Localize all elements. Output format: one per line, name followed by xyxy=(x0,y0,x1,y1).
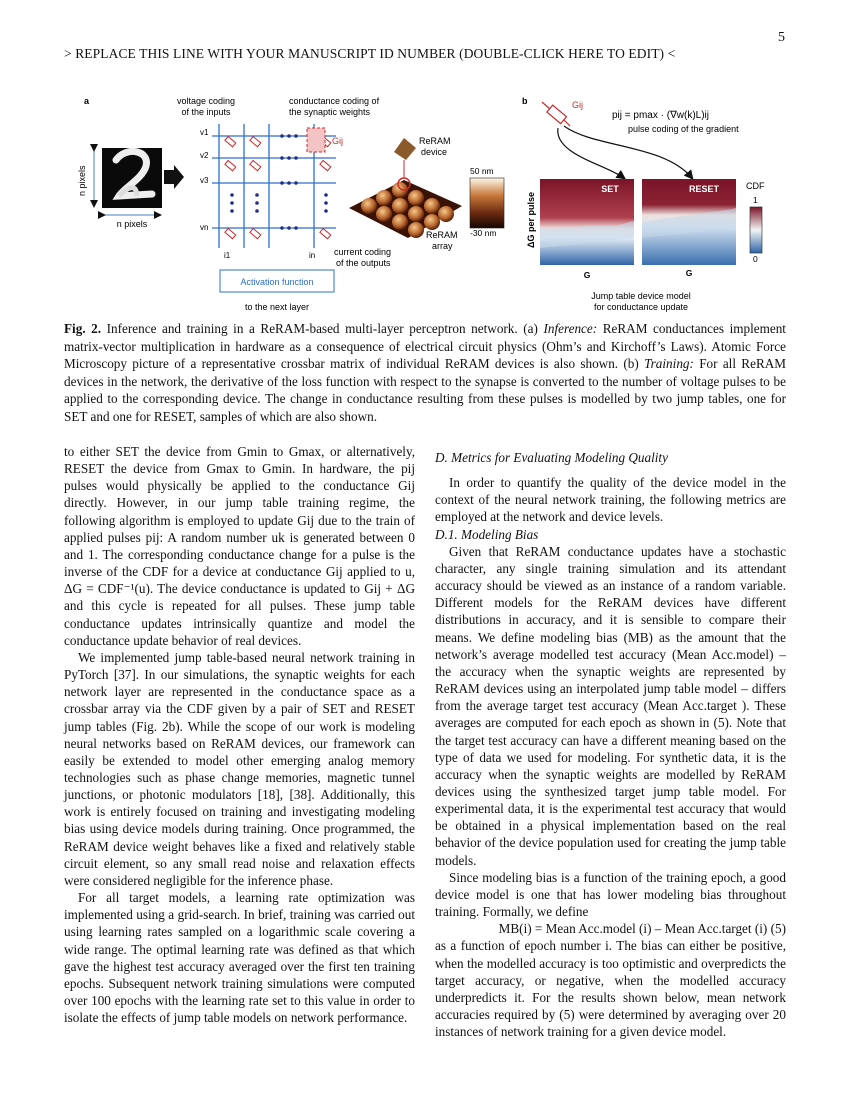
cdf-colorbar xyxy=(750,207,762,253)
v1-label: v1 xyxy=(200,128,209,137)
reram-array-2: array xyxy=(432,241,453,251)
right-paragraph-2: Given that ReRAM conductance updates have a stochastic character, any single training simulation and its attendant accuracy should be viewed as an instance of a random variable. Different models for the ReRAM devices have different distributions in accuracy, and it is sensible to compare their means. We define modeling bias (MB) as the amount that the network’s average modelled test accuracy (Mean Acc.model) – the accuracy when the synaptic weights are represented by ReRAM devices using an interpolated jump table model – differs from the average target test accuracy (Mean Acc.target ). These averages are computed for each epoch as shown in (5). Note that the target test accuracy can have a different meaning based on the type of data we used for modeling. For synthetic data, it is the accuracy when the synaptic weights are modelled by ReRAM devices using the synthesized target jump table model. For experimental data, it is the experimental test accuracy that would be obtained in a physical implementation based on the real behavior of the device population used for creating the jump table models. xyxy=(435,543,786,868)
right-paragraph-1: In order to quantify the quality of the device model in the context of the neural network training, the following metrics are employed at the network and device levels. xyxy=(435,475,786,525)
update-formula: pij = pmax · (∇w(k)L)ij xyxy=(612,110,709,121)
figure-2 xyxy=(64,88,786,320)
right-column xyxy=(435,443,786,1040)
jump-table-label-1: Jump table device model xyxy=(591,291,691,301)
voltage-title-2: of the inputs xyxy=(181,107,231,117)
xlabel-right: G xyxy=(685,268,693,278)
reram-device-2: device xyxy=(421,147,448,157)
section-heading: D. Metrics for Evaluating Modeling Quality xyxy=(435,450,668,465)
v2-label: v2 xyxy=(200,151,209,160)
reset-label: RESET xyxy=(688,184,720,194)
in-label: in xyxy=(309,251,316,260)
current-coding-1: current coding xyxy=(334,247,392,257)
panel-b-label: b xyxy=(522,96,528,106)
conductance-title-1: conductance coding of xyxy=(289,96,380,106)
panel-a-label: a xyxy=(84,96,90,106)
manuscript-header: > REPLACE THIS LINE WITH YOUR MANUSCRIPT ID NUMBER (DOUBLE-CLICK HERE TO EDIT) < xyxy=(64,46,676,61)
vn-label: vn xyxy=(200,223,209,232)
right-paragraph-3: Since modeling bias is a function of the training epoch, a good device model is one that has lower modeling bias throughout training. Formally, we define xyxy=(435,869,786,920)
digit-image xyxy=(102,148,162,208)
voltage-title-1: voltage coding xyxy=(176,96,236,106)
caption-label: Fig. 2. xyxy=(64,321,102,336)
conductance-title-2: the synaptic weights xyxy=(289,107,371,117)
caption-inference: Inference: xyxy=(543,321,598,336)
cdf-top: 1 xyxy=(753,195,758,205)
left-paragraph-3: For all target models, a learning rate optimization was implemented using a grid-search. In brief, training was carried out using learning rates sampled on a logarithmic scale covering a wide range. The optimal learning rate was defined as that which gave the highest test accuracy averaged over the first ten training epochs. Subsequent network training simulations were computed over 100 epochs with the learning rate set to this value in order to isolate the effects of jump table models on network performance. xyxy=(64,890,415,1026)
equation-5: MB(i) = Mean Acc.model (i) – Mean Acc.target (i) (5) xyxy=(498,921,786,937)
activation-label: Activation function xyxy=(240,277,314,287)
pulse-coding-label: pulse coding of the gradient xyxy=(628,124,739,134)
subsection-heading: D.1. Modeling Bias xyxy=(435,526,539,542)
left-paragraph-1: to either SET the device from Gmin to Gmax, or alternatively, RESET the device from Gmax to Gmin. In hardware, the pij pulses would physically be applied to the conductance Gij directly. However, in our jump table training regime, the following algorithm is employed to update Gij due to the train of applied pulses pij: A random number uk is generated between 0 and 1. The corresponding conductance change for a pulse is the inverse of the CDF for a device at conductance Gij applied to u, ΔG = CDF⁻¹(u). The device conductance is updated to Gij + ΔG and this cycle is repeated for all pulses. These jump table conductance updates intrinsically quantize and model the conductance update behavior of real devices. xyxy=(64,444,415,648)
gij-label-a: Gij xyxy=(332,136,343,146)
resistor-icon-b xyxy=(542,102,570,126)
n-pixels-vertical: n pixels xyxy=(77,165,87,196)
height-scale-bar xyxy=(470,178,504,228)
delta-g-ylabel: ΔG per pulse xyxy=(526,192,536,248)
i1-label: i1 xyxy=(224,251,231,260)
gij-label-b: Gij xyxy=(572,100,583,110)
jump-table-label-2: for conductance update xyxy=(593,302,689,312)
current-coding-2: of the outputs xyxy=(336,258,391,268)
set-label: SET xyxy=(601,184,619,194)
set-jump-table xyxy=(540,179,634,265)
caption-text-2: ReRAM conductances implement matrix-vector multiplication in hardware as a consequence of electrical circuit physics (Ohm’s and Kirchoff’s Laws). Atomic Force Microscopy picture of a representative crossbar matrix of individual ReRAM devices is also shown. (b) xyxy=(64,321,786,372)
caption-text-1: Inference and training in a ReRAM-based multi-layer perceptron network. (a) xyxy=(101,321,544,336)
highlighted-cell xyxy=(307,128,325,152)
scale-bottom: -30 nm xyxy=(470,228,497,238)
reram-device-1: ReRAM xyxy=(419,136,451,146)
page-number: 5 xyxy=(778,30,785,45)
arrow-right-icon xyxy=(164,165,184,189)
right-paragraph-4: as a function of epoch number i. The bias can either be positive, when the modelled accuracy is too optimistic and overpredicts the target accuracy, or negative, when the modelled accuracy underpredicts it. For the results shown below, mean network accuracies required by (5) were determined by averaging over 20 instances of network training for a given device model. xyxy=(435,938,786,1040)
n-pixels-horizontal: n pixels xyxy=(116,219,148,229)
cdf-bottom: 0 xyxy=(753,254,758,264)
xlabel-left: G xyxy=(583,270,591,280)
v3-label: v3 xyxy=(200,176,209,185)
figure-caption xyxy=(64,320,786,426)
scale-top: 50 nm xyxy=(470,166,494,176)
caption-training: Training: xyxy=(644,356,694,372)
left-column xyxy=(64,443,415,1026)
reram-array-1: ReRAM xyxy=(426,230,458,240)
next-layer-label: to the next layer xyxy=(244,302,310,312)
caption-text-3: For all ReRAM devices in the network, the derivative of the loss function with respect to the synapse is converted to the number of voltage pulses to be applied to the corresponding device. The change in conductance resulting from these pulses is modelled by two jump tables, one for SET and one for RESET, samples of which are also shown. xyxy=(64,356,786,424)
cdf-label: CDF xyxy=(746,181,765,191)
left-paragraph-2: We implemented jump table-based neural network training in PyTorch [37]. In our simulations, the synaptic weights for each network layer are represented in the conductance space as a crossbar array via the CDF given by a pair of SET and RESET jump tables (Fig. 2b). While the scope of our work is modeling neural networks based on ReRAM devices, our framework can easily be extended to model other emerging analog memory technologies such as phase change memories, magnetic tunnel junctions, or photonic modulators [18], [38]. Additionally, this work is entirely focused on training and investigating modeling bias using device models during training. Once programmed, the ReRAM device weight behaves like a fixed and relatively stable circuit element, so any small read noise and relaxation effects were considered negligible for the inference phase. xyxy=(64,649,415,888)
